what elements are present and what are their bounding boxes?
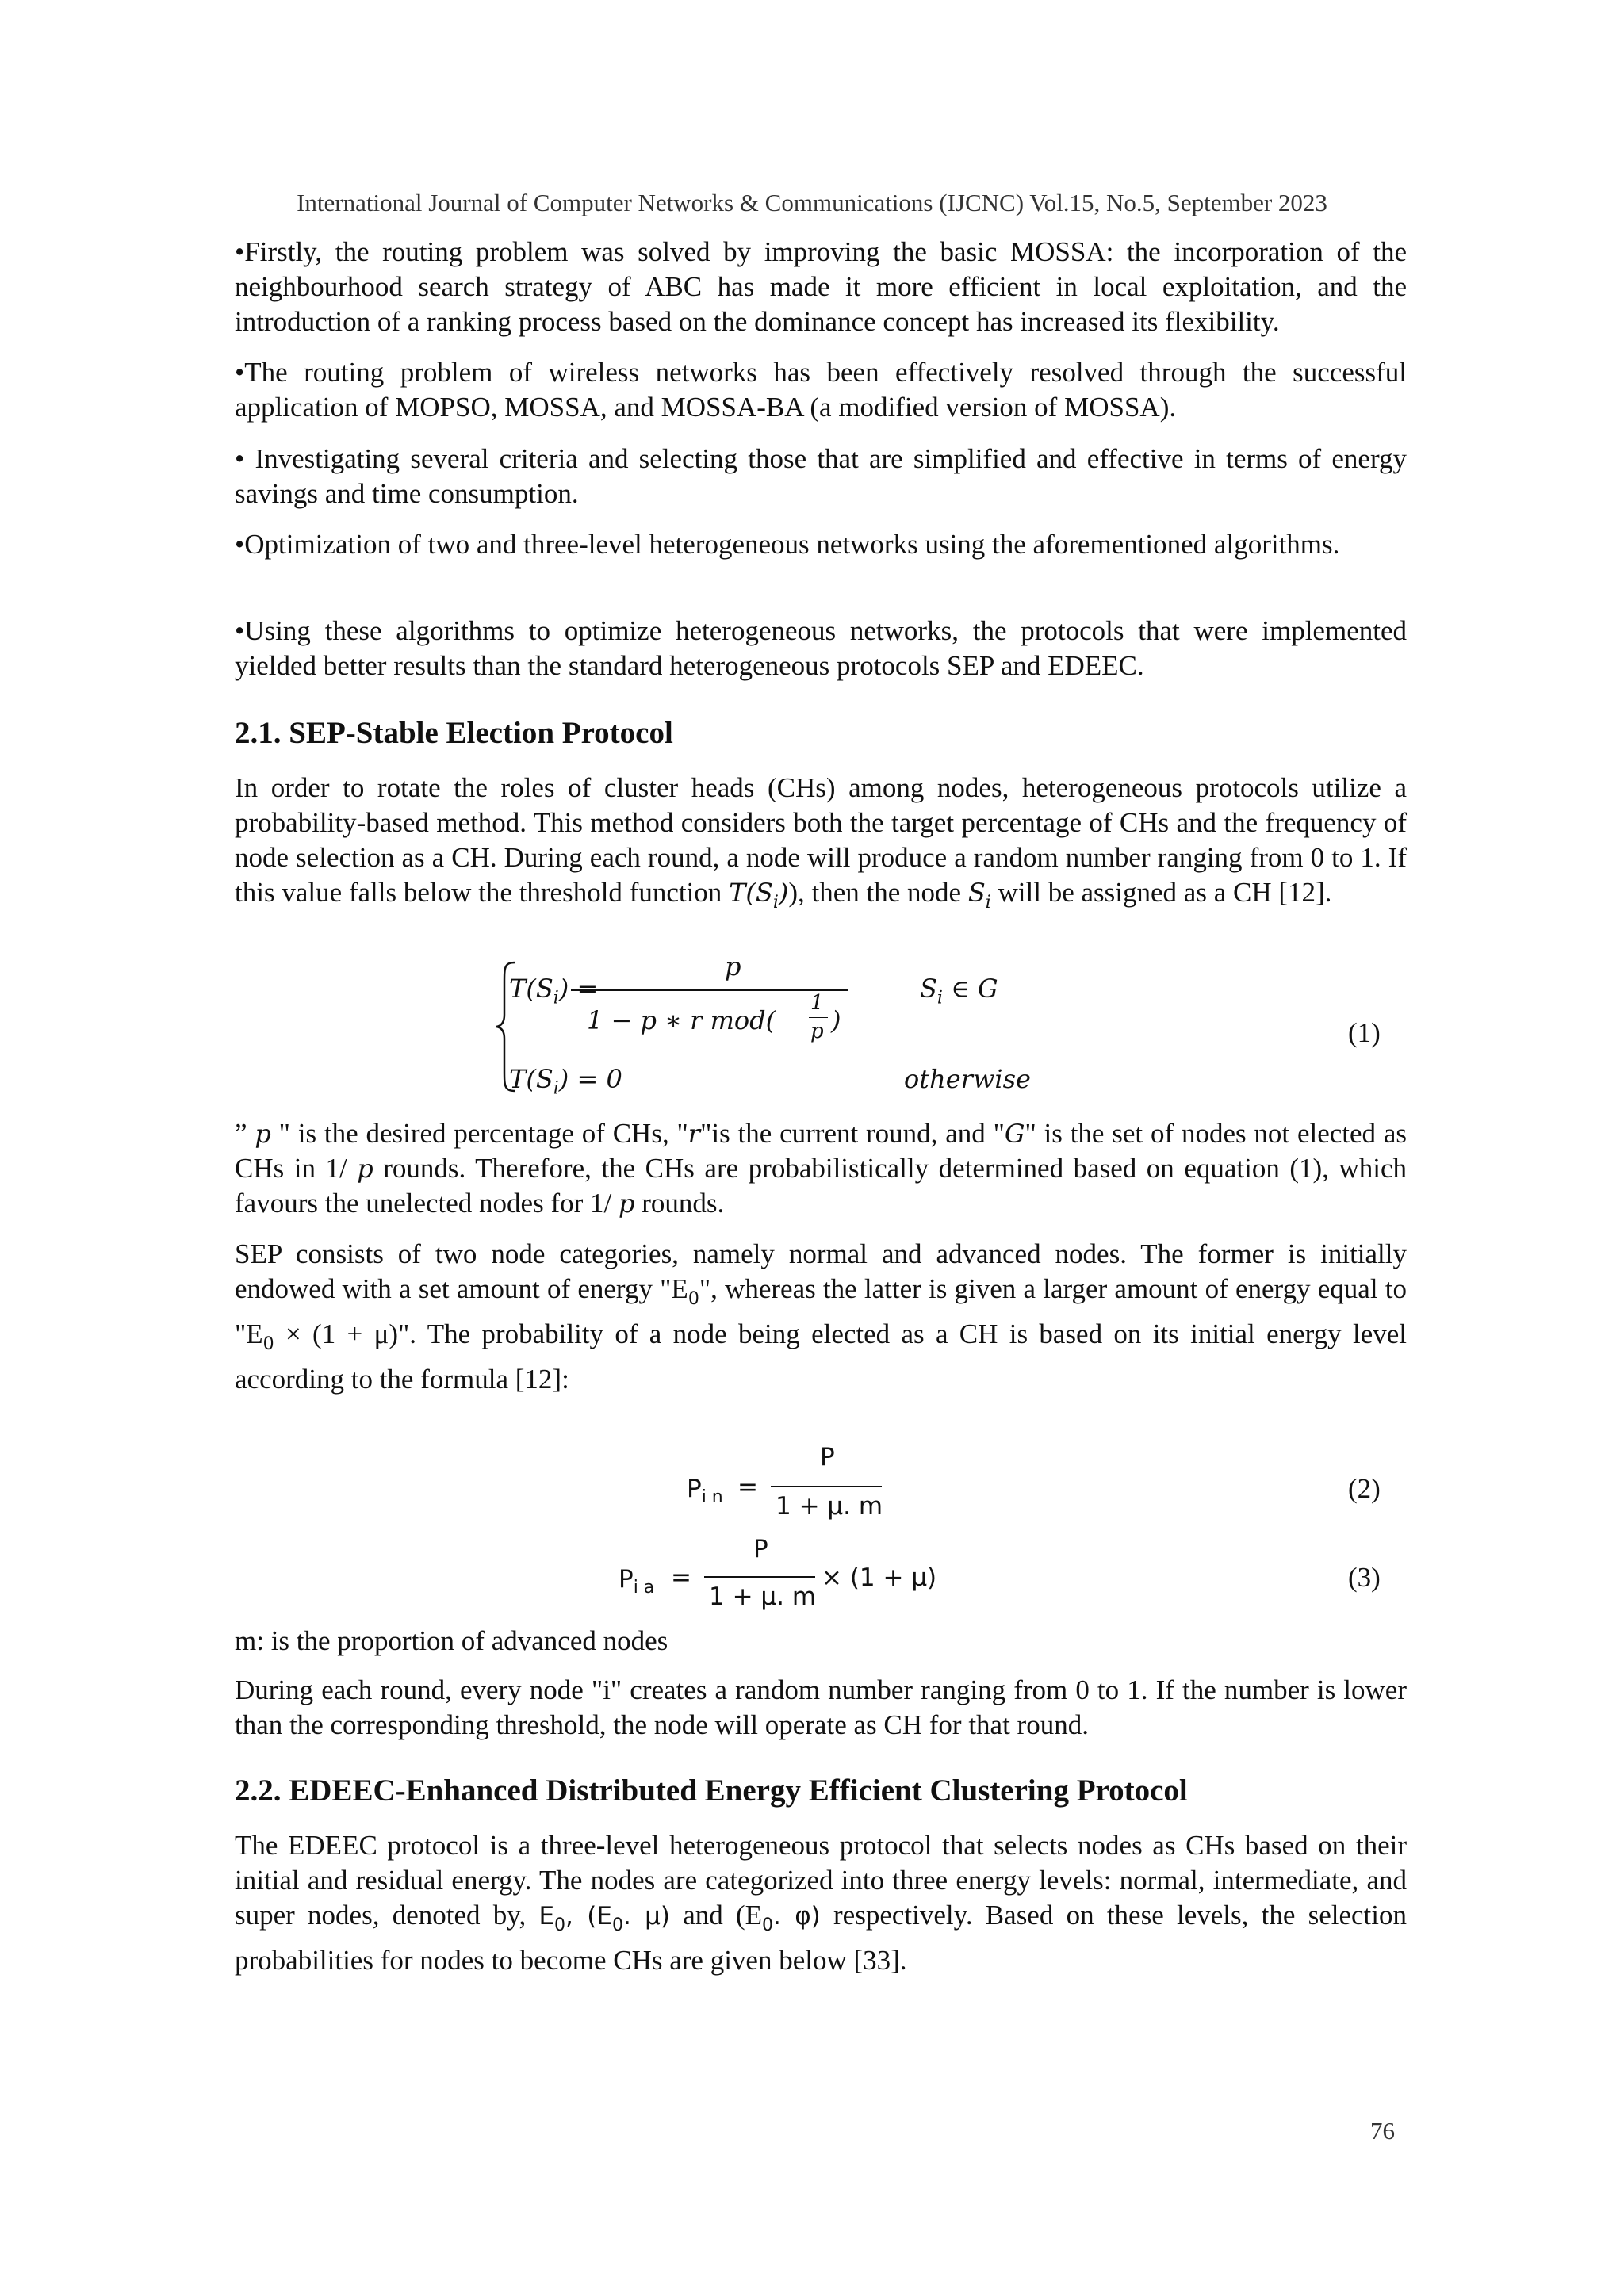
section-2-1-para-1: In order to rotate the roles of cluster heads (CHs) among nodes, heterogeneous protocols utilize a probability-based method. This method considers both the target percentage of CHs and the frequency of node selection as a CH. During each round, a node will produce a random number ranging from 0 to 1. If this value falls below the threshold function $T(S_i)$), then the node $S_i$ will be assigned as a CH [12].: [235, 772, 1407, 913]
equation-3-number: (3): [1348, 1562, 1381, 1593]
m-definition: m: is the proportion of advanced nodes: [235, 1625, 668, 1656]
bullet-4: •Optimization of two and three-level heterogeneous networks using the aforementioned algorithms.: [235, 529, 1340, 560]
equation-2-number: (2): [1348, 1473, 1381, 1504]
bullet-5: •Using these algorithms to optimize heterogeneous networks, the protocols that were implemented yielded better results than the standard heterogeneous protocols SEP and EDEEC.: [235, 615, 1407, 681]
section-2-2-title: 2.2. EDEEC-Enhanced Distributed Energy Efficient Clustering Protocol: [235, 1774, 1188, 1808]
journal-header: International Journal of Computer Networks & Communications (IJCNC) Vol.15, No.5, September 2023: [297, 189, 1327, 216]
section-2-1-para-2: ” p " is the desired percentage of CHs, "r"is the current round, and "G" is the set of nodes not elected as CHs in 1/ p rounds. Therefore, the CHs are probabilistically determined based on equation (1), which favours the unelected nodes for 1/ p rounds.: [235, 1118, 1407, 1219]
bullet-2: •The routing problem of wireless networks has been effectively resolved through the successful application of MOPSO, MOSSA, and MOSSA-BA (a modified version of MOSSA).: [235, 357, 1407, 423]
section-2-1-title: 2.1. SEP-Stable Election Protocol: [235, 716, 673, 750]
bullet-1: •Firstly, the routing problem was solved by improving the basic MOSSA: the incorporation of the neighbourhood search strategy of ABC has made it more efficient in local exploitation, and the introduction of a ranking process based on the dominance concept has increased its flexibility.: [235, 236, 1407, 337]
section-2-1-para-3: SEP consists of two node categories, namely normal and advanced nodes. The former is initially endowed with a set amount of energy "$E_0$", whereas the latter is given a larger amount of energy equal to "$E_0 \times (1 + \mu)$". The probability of a node being elected as a CH is based on its initial energy level according to the formula [12]:: [235, 1238, 1407, 1395]
page-number: 76: [1370, 2117, 1395, 2145]
section-2-2-para: The EDEEC protocol is a three-level heterogeneous protocol that selects nodes as CHs based on their initial and residual energy. The nodes are categorized into three energy levels: normal, intermediate, and super nodes, denoted by, $E_0$, ($E_0$. μ) and ($E_0$. φ) respectively. Based on these levels, the selection probabilities for nodes to become CHs are given below [33].: [235, 1830, 1407, 1976]
section-2-1-para-4: During each round, every node "i" creates a random number ranging from 0 to 1. If the number is lower than the corresponding threshold, the node will operate as CH for that round.: [235, 1674, 1407, 1740]
bullet-3: • Investigating several criteria and selecting those that are simplified and effective in terms of energy savings and time consumption.: [235, 443, 1407, 509]
equation-1-number: (1): [1348, 1017, 1381, 1048]
